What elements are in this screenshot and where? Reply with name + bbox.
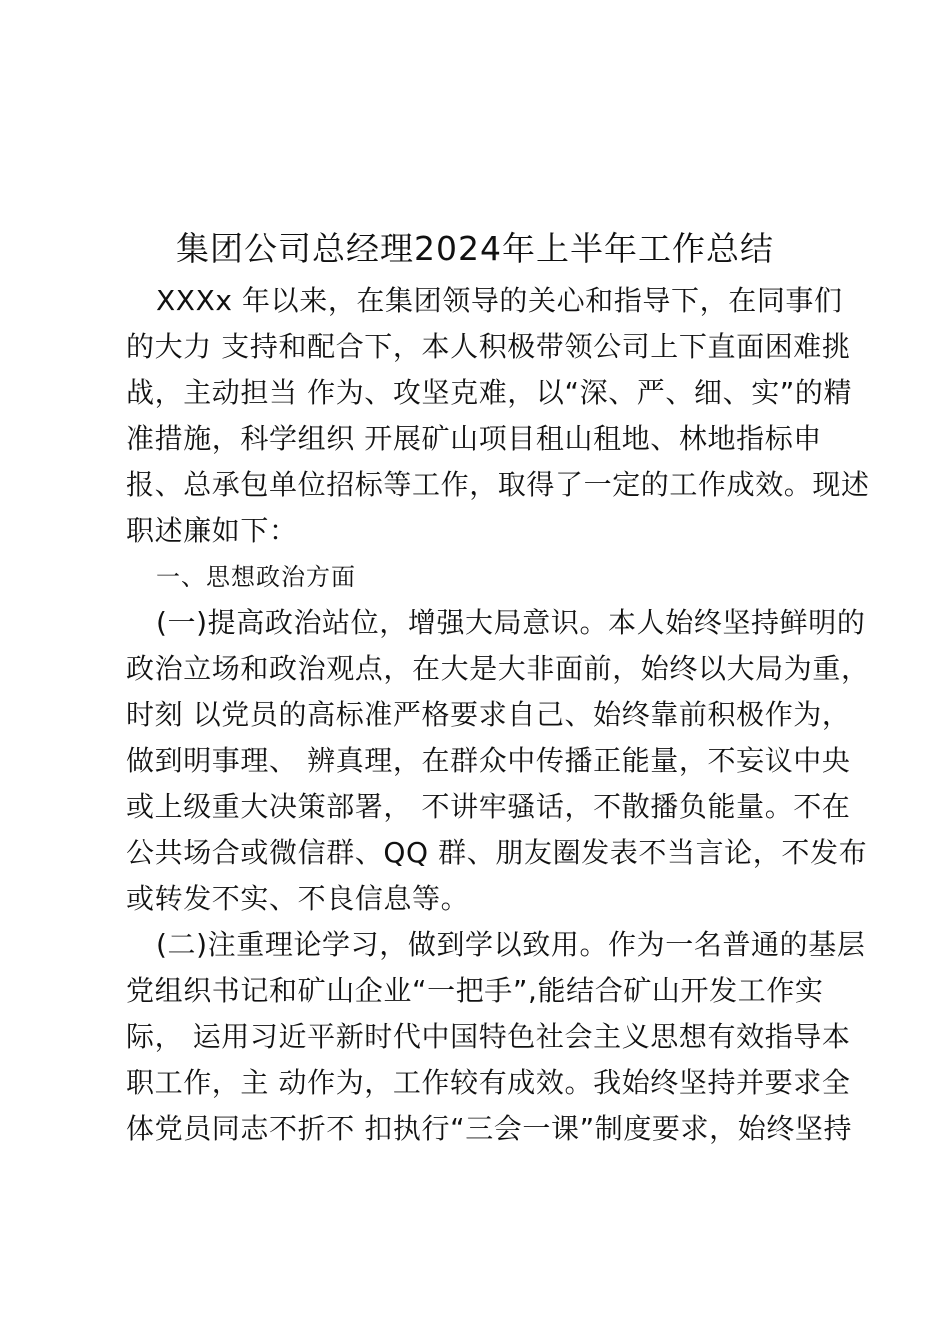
paragraph-line: 职述廉如下： [126,514,298,547]
paragraph-line: 公共场合或微信群、QQ 群、朋友圈发表不当言论，不发布 [126,836,868,869]
paragraph-line: (二)注重理论学习，做到学以致用。作为一名普通的基层 [156,928,866,961]
paragraph-line: 战，主动担当 作为、攻坚克难，以“深、严、细、实”的精 [126,376,853,409]
document-body [126,278,870,1152]
paragraph-line: 时刻 以党员的高标准严格要求自己、始终靠前积极作为， [126,698,851,731]
paragraph-line: 的大力 支持和配合下，本人积极带领公司上下直面困难挑 [126,330,851,363]
paragraph-line: 或转发不实、不良信息等。 [126,882,470,915]
document-title: 集团公司总经理2024年上半年工作总结 [176,229,774,268]
paragraph-line: 政治立场和政治观点，在大是大非面前，始终以大局为重， [126,652,870,685]
section-heading: 一、思想政治方面 [156,563,356,591]
paragraph-line: (一)提高政治站位，增强大局意识。本人始终坚持鲜明的 [156,606,866,639]
paragraph-line: 报、总承包单位招标等工作，取得了一定的工作成效。现述 [126,468,870,501]
paragraph-line: 职工作，主 动作为，工作较有成效。我始终坚持并要求全 [126,1066,851,1099]
paragraph-line: 准措施，科学组织 开展矿山项目租山租地、林地指标申 [126,422,822,455]
paragraph-line: 党组织书记和矿山企业“一把手”,能结合矿山开发工作实 [126,974,824,1007]
paragraph-line: 或上级重大决策部署， 不讲牢骚话，不散播负能量。不在 [126,790,851,823]
paragraph-line: XXXx 年以来，在集团领导的关心和指导下，在同事们 [156,284,843,317]
paragraph-line: 际， 运用习近平新时代中国特色社会主义思想有效指导本 [126,1020,851,1053]
paragraph-line: 做到明事理、 辨真理，在群众中传播正能量，不妄议中央 [126,744,851,777]
paragraph-line: 体党员同志不折不 扣执行“三会一课”制度要求，始终坚持 [126,1112,853,1145]
